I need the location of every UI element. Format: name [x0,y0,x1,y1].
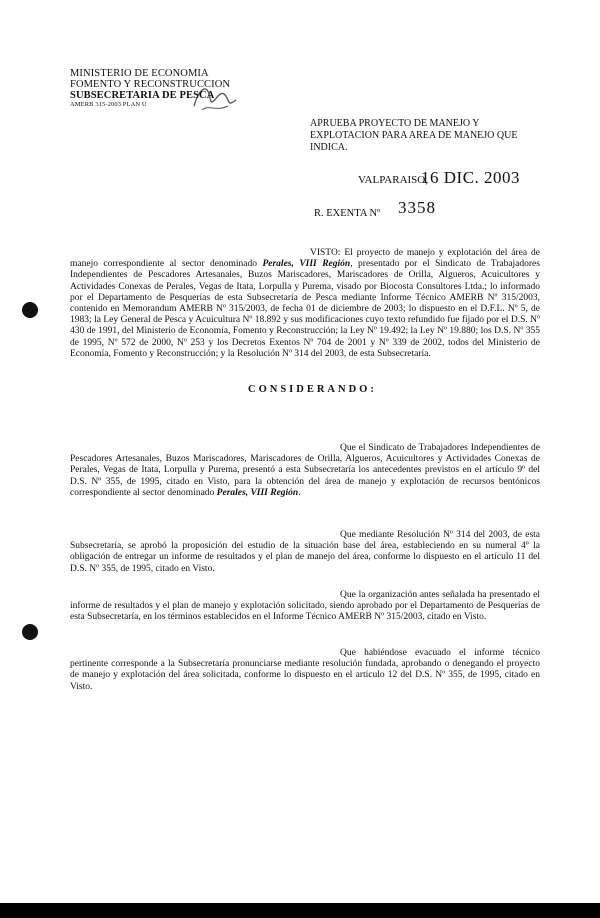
considerando-1: Que el Sindicato de Trabajadores Independientes de Pescadores Artesanales, Buzos Mariscadores, Mariscadores de Orilla, Algueros, Acuicultores y Actividades Conexas de Perales, Vegas de Itata, Lorpulla y Purema, presentó a esta Subsecretaría los antecedentes previstos en el artículo 9º del D.S. Nº 355, de 1995, citado en Visto, para la obtención del área de manejo y explotación de recursos bentónicos correspondiente al sector denominado Perales, VIII Región. [70,443,540,498]
considerando-heading: CONSIDERANDO: [248,384,377,395]
stamped-date: 16 DIC. 2003 [421,168,521,187]
visto-lead: VISTO: [310,248,341,258]
considerando-3: Que la organización antes señalada ha presentado el informe de resultados y el plan de manejo y explotación solicitado, siendo aprobado por el Departamento de Pesquerías de esta Subsecretaría, en los términos establecidos en el Informe Técnico AMERB Nº 315/2003, citado en Visto. [70,590,540,623]
resolution-number: 3358 [398,198,436,217]
visto-paragraph: VISTO: El proyecto de manejo y explotación del área de manejo correspondiente al sector denominado Perales, VIII Región, presentado por el Sindicato de Trabajadores Independientes de Pescadores Artesanales, Buzos Mariscadores, Mariscadores de Orilla, Algueros, Acuicultores y Actividades Conexas de Perales, Vegas de Itata, Lorpulla y Purema, visado por Biocosta Consultores Ltda.; lo informado por el Departamento de Pesquerías de esta Subsecretaría de Pesca mediante Informe Técnico AMERB Nº 315/2003, contenido en Memorandum AMERB Nº 315/2003, de fecha 01 de diciembre de 2003; lo dispuesto en el D.F.L. Nº 5, de 1983; la Ley General de Pesca y Acuicultura Nº 18.892 y sus modificaciones cuyo texto refundido fue fijado por el D.S. Nº 430 de 1991, del Ministerio de Economía, Fomento y Reconstrucción; la Ley Nº 19.492; la Ley Nº 19.880; los D.S. Nº 355 de 1995, Nº 572 de 2000, Nº 253 y los Decretos Exentos Nº 704 de 2001 y Nº 339 de 2002, todos del Ministerio de Economía, Fomento y Reconstrucción; y la Resolución Nº 314 del 2003, de esta Subsecretaría. [70,248,540,359]
punch-hole-top [22,302,38,318]
document-subject: APRUEBA PROYECTO DE MANEJO Y EXPLOTACION PARA AREA DE MANEJO QUE INDICA. [310,118,518,153]
letterhead-reference: AMERB 315-2003 PLAN U [70,101,147,108]
letterhead-ministry: MINISTERIO DE ECONOMIA [70,68,209,79]
considerando-2: Que mediante Resolución Nº 314 del 2003, de esta Subsecretaría, se aprobó la proposición del estudio de la situación base del área, estableciendo en su numeral 4º la obligación de entregar un informe de resultados y el plan de manejo del área, conforme lo dispuesto en el artículo 11 del D.S. Nº 355, de 1995, citado en Visto. [70,530,540,574]
c1-sector: Perales, VIII Región [216,487,299,498]
place: VALPARAISO, [358,174,428,186]
punch-hole-bottom [22,624,38,640]
visto-sector: Perales, VIII Región [262,259,351,270]
letterhead-subsecretaria: SUBSECRETARIA DE PESCA [70,90,215,101]
scan-edge [0,903,600,918]
considerando-4: Que habiéndose evacuado el informe técnico pertinente corresponde a la Subsecretaría pronunciarse mediante resolución fundada, aprobando o denegando el proyecto de manejo y explotación del área solicitada, conforme lo dispuesto en el artículo 12 del D.S. Nº 355, de 1995, citado en Visto. [70,648,540,692]
initials-signature [190,80,240,116]
resolution-label: R. EXENTA Nº [314,208,381,219]
letterhead-fomento: FOMENTO Y RECONSTRUCCION [70,79,231,90]
